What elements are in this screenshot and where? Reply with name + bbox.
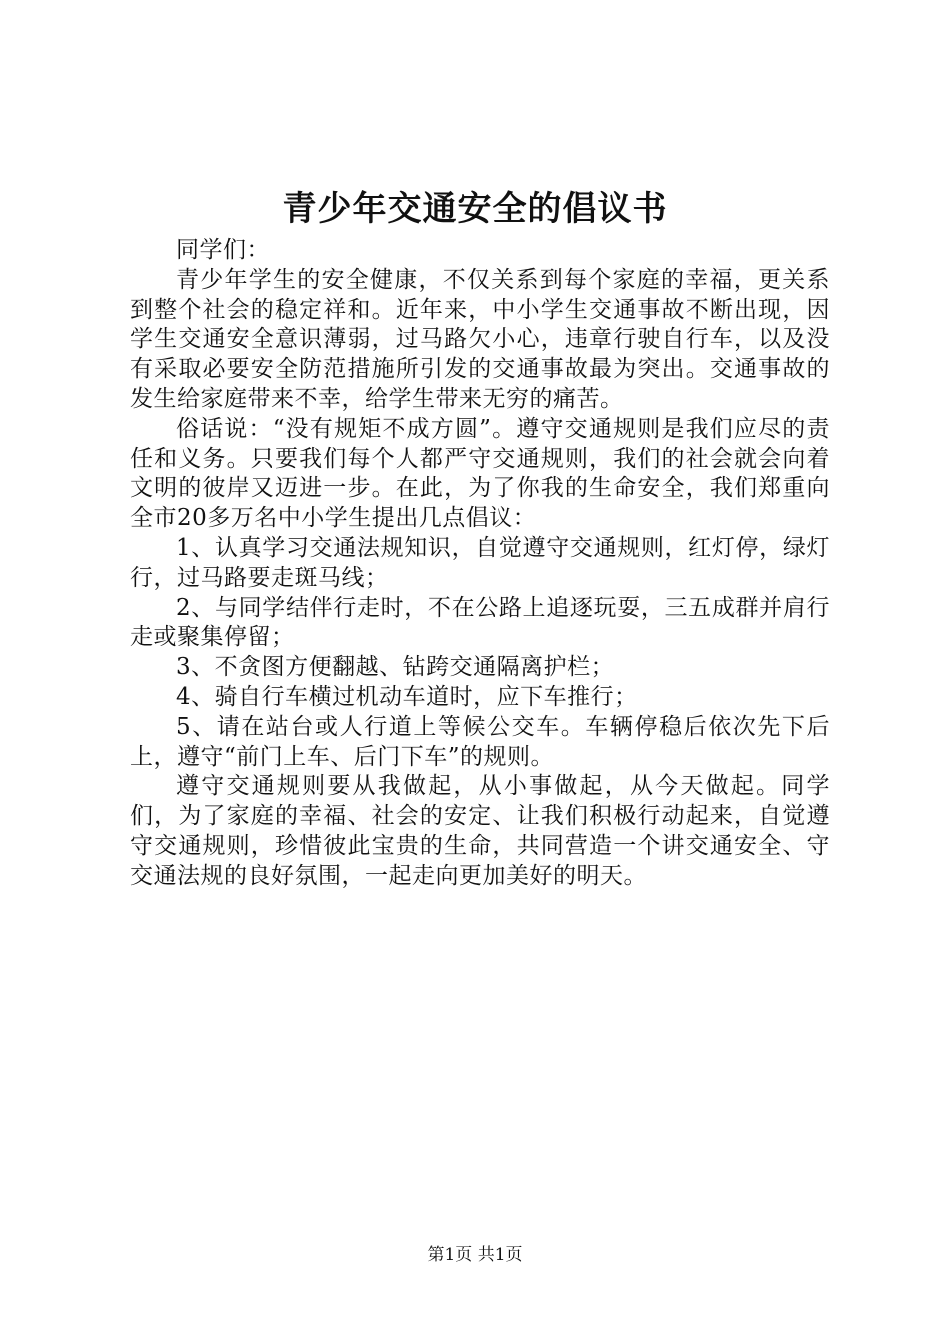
proposal-item-5: 5、请在站台或人行道上等候公交车。车辆停稳后依次先下后上，遵守“前门上车、后门下车”的规则。 — [130, 713, 830, 770]
proposal-item-1: 1、认真学习交通法规知识，自觉遵守交通规则，红灯停，绿灯行，过马路要走斑马线； — [130, 534, 830, 591]
page-number-footer: 第1页 共1页 — [427, 1245, 523, 1265]
proposal-item-3: 3、不贪图方便翻越、钻跨交通隔离护栏； — [176, 654, 615, 681]
salutation: 同学们： — [176, 237, 270, 263]
paragraph-proverb: 俗话说：“没有规矩不成方圆”。遵守交通规则是我们应尽的责任和义务。只要我们每个人都严守交通规则，我们的社会就会向着文明的彼岸又迈进一步。在此，为了你我的生命安全，我们郑重向全市20多万名中小学生提出几点倡议： — [130, 415, 830, 532]
paragraph-intro: 青少年学生的安全健康，不仅关系到每个家庭的幸福，更关系到整个社会的稳定祥和。近年来，中小学生交通事故不断出现，因学生交通安全意识薄弱，过马路欠小心，违章行驶自行车，以及没有采取必要安全防范措施所引发的交通事故最为突出。交通事故的发生给家庭带来不幸，给学生带来无穷的痛苦。 — [130, 266, 830, 412]
paragraph-conclusion: 遵守交通规则要从我做起，从小事做起，从今天做起。同学们，为了家庭的幸福、社会的安定、让我们积极行动起来，自觉遵守交通规则，珍惜彼此宝贵的生命，共同营造一个讲交通安全、守交通法规的良好氛围，一起走向更加美好的明天。 — [130, 773, 830, 889]
document-body — [130, 236, 830, 892]
document-title: 青少年交通安全的倡议书 — [282, 189, 668, 229]
proposal-item-2: 2、与同学结伴行走时，不在公路上追逐玩耍，三五成群并肩行走或聚集停留； — [130, 594, 830, 651]
proposal-item-4: 4、骑自行车横过机动车道时，应下车推行； — [176, 683, 638, 710]
